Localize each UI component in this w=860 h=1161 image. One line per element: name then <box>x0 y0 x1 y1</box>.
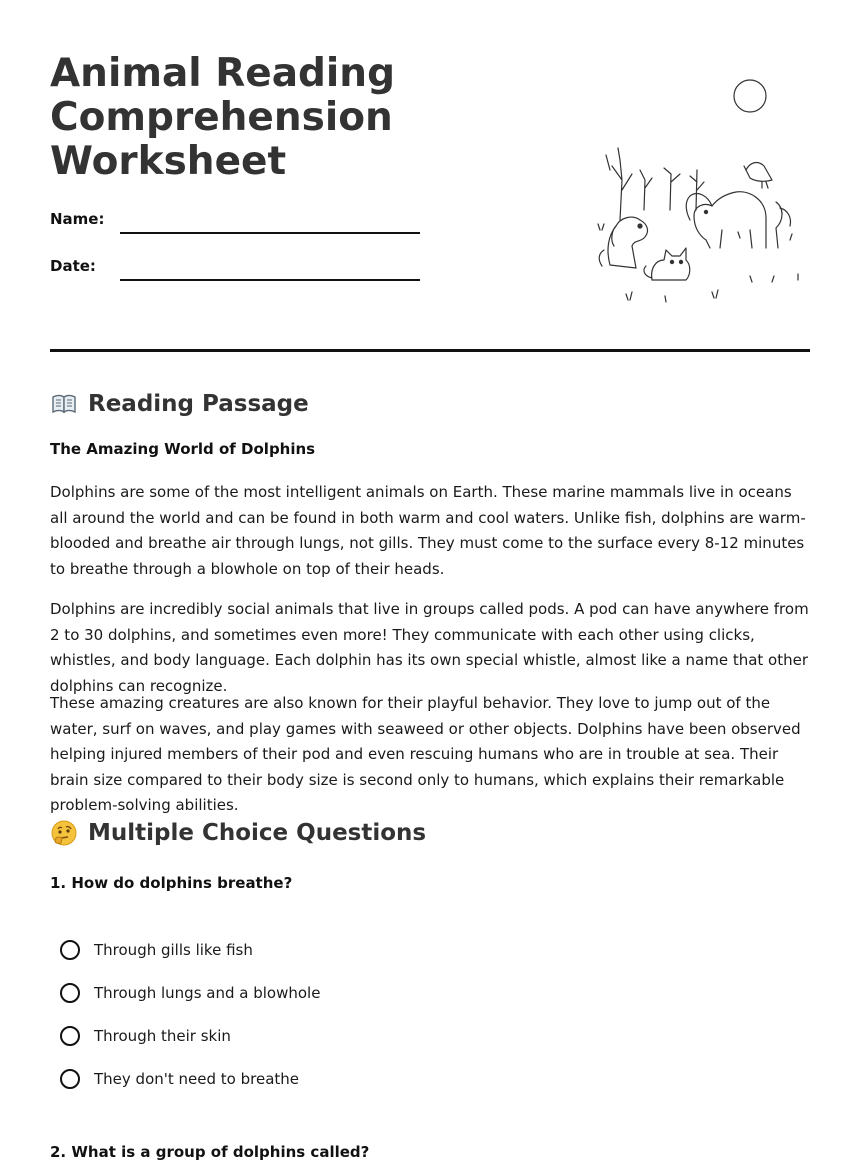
question-1-option-d[interactable] <box>60 1069 299 1089</box>
radio-button[interactable] <box>60 1069 80 1089</box>
cat-icon <box>644 248 690 280</box>
passage-paragraph-3: These amazing creatures are also known for their playful behavior. They love to jump out of the water, surf on waves, and play games with seaweed or other objects. Dolphins have been observed helping injured members of their pod and even rescuing humans who are in trouble at sea. Their brain size compared to their body size is second only to humans, which explains their remarkable problem-solving abilities. <box>50 694 801 815</box>
reading-passage-heading-text: Reading Passage <box>88 391 309 417</box>
question-2: 2. What is a group of dolphins called? <box>50 1143 370 1161</box>
date-blank-line[interactable] <box>120 279 420 281</box>
multiple-choice-heading <box>50 819 426 847</box>
sun-icon <box>734 80 766 112</box>
worksheet-header <box>50 0 810 352</box>
tree-icon <box>606 148 704 220</box>
name-label: Name: <box>50 210 105 228</box>
thinking-face-icon <box>50 819 78 847</box>
passage-paragraph-2: Dolphins are incredibly social animals that live in groups called pods. A pod can have anywhere from 2 to 30 dolphins, and sometimes even more! They communicate with each other using clicks, whistles, and body language. Each dolphin has its own special whistle, almost like a name that other dolphins can recognize. <box>50 600 809 695</box>
multiple-choice-heading-text: Multiple Choice Questions <box>88 820 427 846</box>
name-blank-line[interactable] <box>120 232 420 234</box>
radio-button[interactable] <box>60 940 80 960</box>
question-1-option-a[interactable] <box>60 940 253 960</box>
dog-icon <box>599 217 647 268</box>
elephant-icon <box>686 192 790 248</box>
title-line-1: Animal Reading <box>50 51 395 96</box>
date-label: Date: <box>50 257 96 275</box>
radio-button[interactable] <box>60 1026 80 1046</box>
question-1-option-b[interactable] <box>60 983 320 1003</box>
title-line-2: Comprehension <box>50 95 393 140</box>
animals-illustration <box>540 70 810 310</box>
name-field <box>50 210 104 228</box>
reading-passage-heading <box>50 390 309 418</box>
option-label: Through gills like fish <box>94 941 253 959</box>
option-label: Through their skin <box>94 1027 231 1045</box>
worksheet-page <box>50 0 810 1161</box>
date-field <box>50 257 96 275</box>
option-label: They don't need to breathe <box>94 1070 299 1088</box>
title-line-3: Worksheet <box>50 139 287 184</box>
option-label: Through lungs and a blowhole <box>94 984 321 1002</box>
question-1-option-c[interactable] <box>60 1026 231 1046</box>
open-book-icon <box>50 390 78 418</box>
bird-icon <box>744 163 772 188</box>
question-1: 1. How do dolphins breathe? <box>50 874 293 892</box>
page-title <box>50 52 410 184</box>
header-divider <box>50 349 810 352</box>
grass-icon <box>598 224 798 302</box>
passage-title: The Amazing World of Dolphins <box>50 440 316 458</box>
radio-button[interactable] <box>60 983 80 1003</box>
passage-paragraph-1: Dolphins are some of the most intelligent animals on Earth. These marine mammals live in oceans all around the world and can be found in both warm and cool waters. Unlike fish, dolphins are warm-blooded and breathe air through lungs, not gills. They must come to the surface every 8-12 minutes to breathe through a blowhole on top of their heads. <box>50 483 806 578</box>
